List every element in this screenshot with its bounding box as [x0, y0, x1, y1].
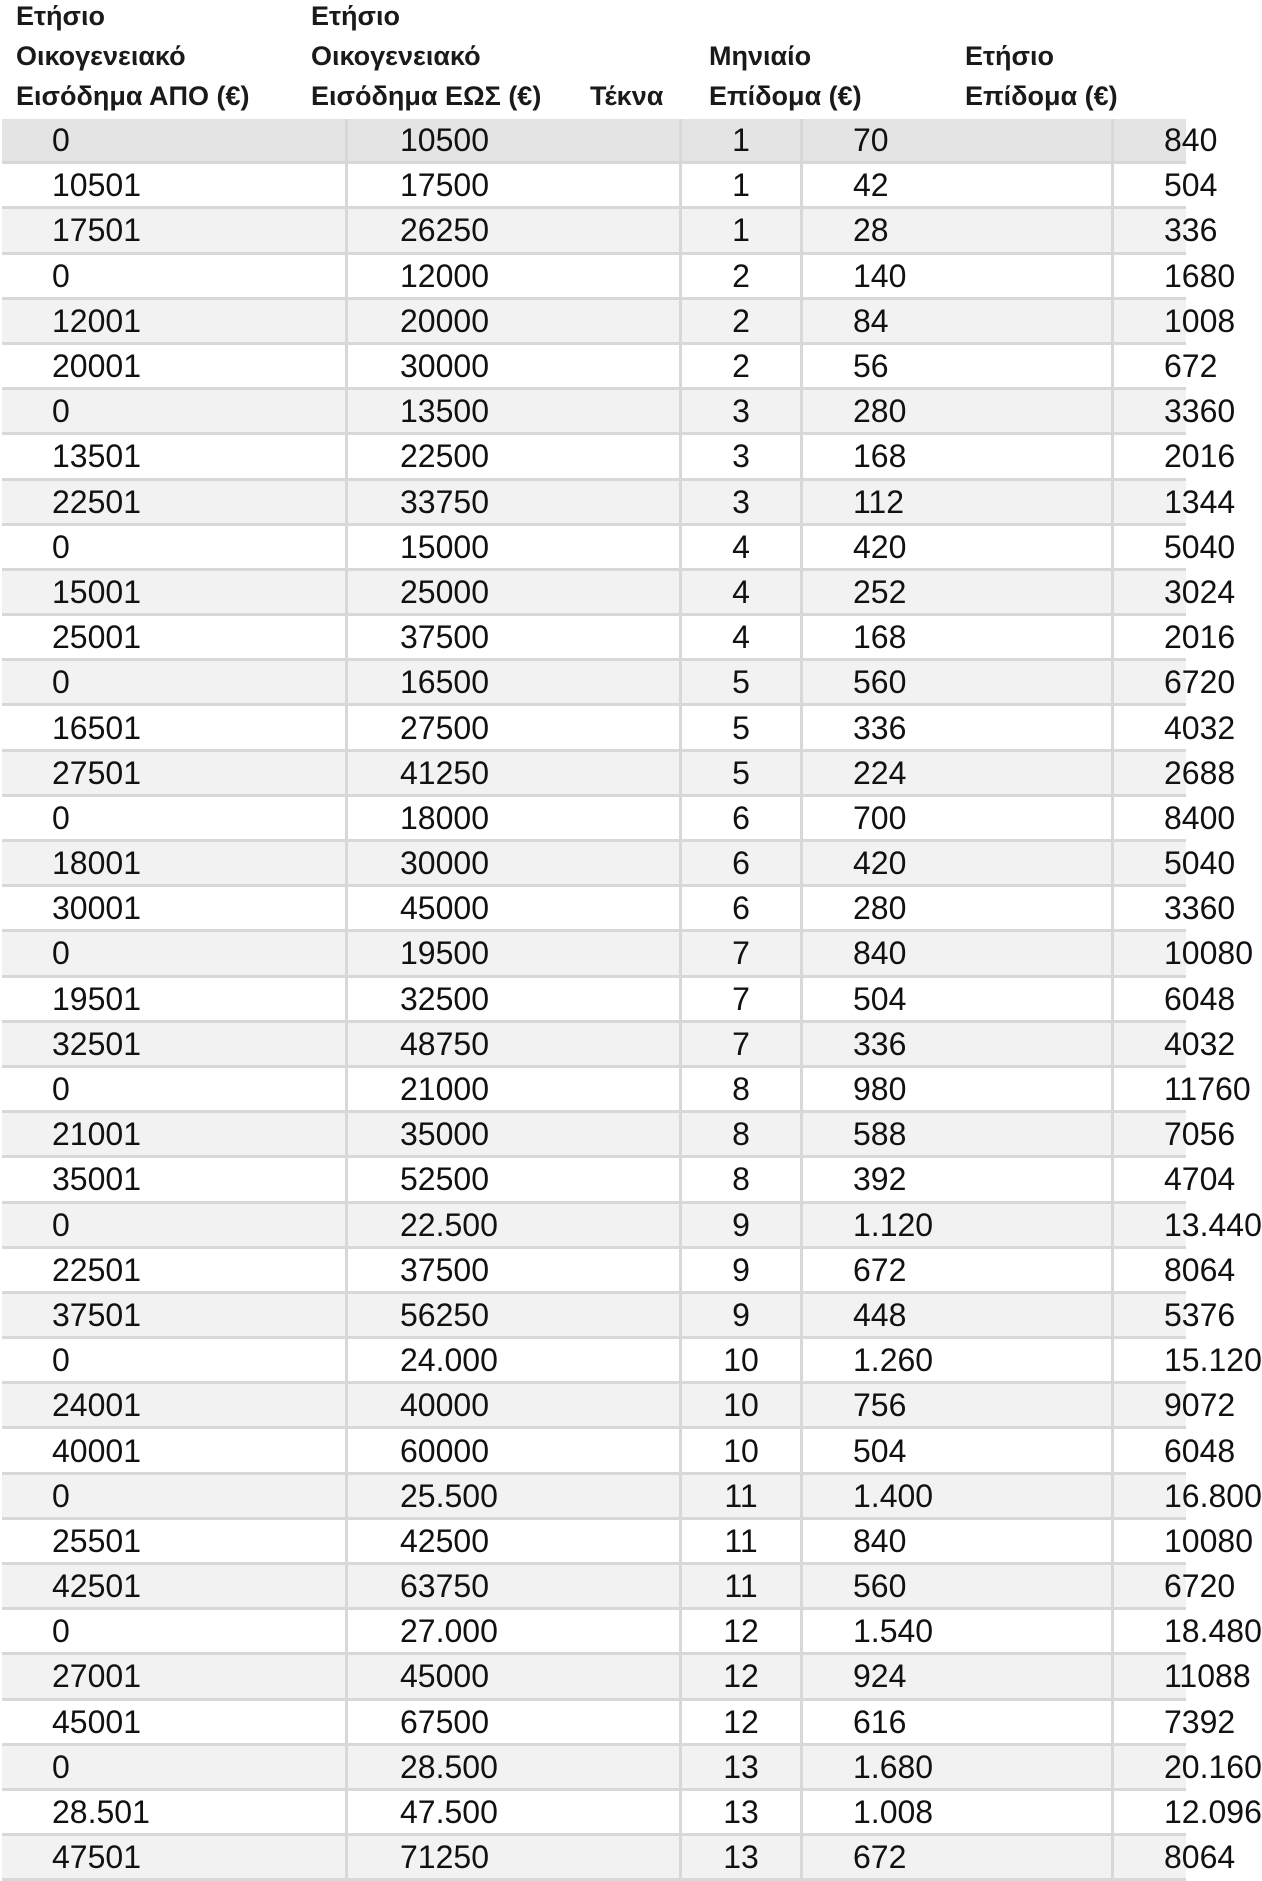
monthly-benefit-cell: 56	[802, 343, 1113, 388]
header-income-from-line-1: Ετήσιο	[16, 1, 106, 31]
annual-benefit-cell: 8400	[1113, 795, 1187, 840]
income-to-cell: 25.500	[347, 1473, 681, 1518]
monthly-benefit-cell: 560	[802, 660, 1113, 705]
income-to-cell: 30000	[347, 343, 681, 388]
annual-benefit-cell: 6720	[1113, 1564, 1187, 1609]
table-row	[2, 615, 1186, 660]
income-from-cell: 16501	[2, 705, 347, 750]
children-cell: 6	[681, 841, 802, 886]
income-from-cell: 40001	[2, 1428, 347, 1473]
header-monthly-benefit	[709, 36, 862, 116]
income-to-cell: 15000	[347, 524, 681, 569]
children-cell: 6	[681, 795, 802, 840]
annual-benefit-cell: 11088	[1113, 1654, 1187, 1699]
income-from-cell: 0	[2, 931, 347, 976]
children-cell: 7	[681, 976, 802, 1021]
children-cell: 8	[681, 1066, 802, 1111]
monthly-benefit-cell: 112	[802, 479, 1113, 524]
income-to-cell: 48750	[347, 1021, 681, 1066]
children-cell: 9	[681, 1202, 802, 1247]
children-cell: 3	[681, 479, 802, 524]
table-row	[2, 976, 1186, 1021]
annual-benefit-cell: 336	[1113, 208, 1187, 253]
annual-benefit-cell: 1008	[1113, 298, 1187, 343]
children-cell: 4	[681, 569, 802, 614]
monthly-benefit-cell: 336	[802, 1021, 1113, 1066]
table-row	[2, 1428, 1186, 1473]
header-income-from-line-2: Οικογενειακό	[16, 41, 186, 71]
table-row	[2, 1654, 1186, 1699]
income-from-cell: 22501	[2, 479, 347, 524]
annual-benefit-cell: 8064	[1113, 1247, 1187, 1292]
header-children	[590, 76, 663, 116]
monthly-benefit-cell: 42	[802, 163, 1113, 208]
income-to-cell: 45000	[347, 886, 681, 931]
annual-benefit-cell: 3360	[1113, 389, 1187, 434]
income-from-cell: 0	[2, 1744, 347, 1789]
monthly-benefit-cell: 336	[802, 705, 1113, 750]
income-to-cell: 13500	[347, 389, 681, 434]
table-row	[2, 1518, 1186, 1563]
table-row	[2, 1473, 1186, 1518]
income-to-cell: 22.500	[347, 1202, 681, 1247]
table-row	[2, 1066, 1186, 1111]
table-row	[2, 1157, 1186, 1202]
monthly-benefit-cell: 756	[802, 1383, 1113, 1428]
income-to-cell: 30000	[347, 841, 681, 886]
monthly-benefit-cell: 504	[802, 976, 1113, 1021]
table-row	[2, 343, 1186, 388]
children-cell: 12	[681, 1609, 802, 1654]
children-cell: 11	[681, 1473, 802, 1518]
monthly-benefit-cell: 616	[802, 1699, 1113, 1744]
annual-benefit-cell: 672	[1113, 343, 1187, 388]
annual-benefit-cell: 4704	[1113, 1157, 1187, 1202]
annual-benefit-cell: 8064	[1113, 1835, 1187, 1880]
table-row	[2, 1699, 1186, 1744]
income-from-cell: 19501	[2, 976, 347, 1021]
children-cell: 11	[681, 1518, 802, 1563]
table-row	[2, 1202, 1186, 1247]
income-to-cell: 40000	[347, 1383, 681, 1428]
table-row	[2, 931, 1186, 976]
monthly-benefit-cell: 168	[802, 434, 1113, 479]
monthly-benefit-cell: 1.400	[802, 1473, 1113, 1518]
monthly-benefit-cell: 140	[802, 253, 1113, 298]
children-cell: 11	[681, 1564, 802, 1609]
monthly-benefit-cell: 448	[802, 1292, 1113, 1337]
monthly-benefit-cell: 504	[802, 1428, 1113, 1473]
income-from-cell: 24001	[2, 1383, 347, 1428]
monthly-benefit-cell: 840	[802, 931, 1113, 976]
income-to-cell: 25000	[347, 569, 681, 614]
table-row	[2, 886, 1186, 931]
children-cell: 5	[681, 750, 802, 795]
monthly-benefit-cell: 840	[802, 1518, 1113, 1563]
monthly-benefit-cell: 560	[802, 1564, 1113, 1609]
annual-benefit-cell: 20.160	[1113, 1744, 1187, 1789]
annual-benefit-cell: 2688	[1113, 750, 1187, 795]
children-cell: 12	[681, 1654, 802, 1699]
income-to-cell: 67500	[347, 1699, 681, 1744]
table-row	[2, 1789, 1186, 1834]
children-cell: 2	[681, 298, 802, 343]
header-income-from-line-3: Εισόδημα ΑΠΟ (€)	[16, 81, 250, 111]
income-to-cell: 56250	[347, 1292, 681, 1337]
children-cell: 8	[681, 1157, 802, 1202]
income-to-cell: 27500	[347, 705, 681, 750]
header-monthly-benefit-line-2: Επίδομα (€)	[709, 81, 862, 111]
children-cell: 8	[681, 1112, 802, 1157]
annual-benefit-cell: 10080	[1113, 1518, 1187, 1563]
children-cell: 10	[681, 1338, 802, 1383]
annual-benefit-cell: 7392	[1113, 1699, 1187, 1744]
income-from-cell: 25001	[2, 615, 347, 660]
income-to-cell: 45000	[347, 1654, 681, 1699]
monthly-benefit-cell: 672	[802, 1247, 1113, 1292]
income-to-cell: 41250	[347, 750, 681, 795]
children-cell: 13	[681, 1789, 802, 1834]
income-to-cell: 60000	[347, 1428, 681, 1473]
monthly-benefit-cell: 280	[802, 886, 1113, 931]
income-to-cell: 19500	[347, 931, 681, 976]
table-row	[2, 389, 1186, 434]
annual-benefit-cell: 2016	[1113, 434, 1187, 479]
table-row	[2, 434, 1186, 479]
header-income-to-line-2: Οικογενειακό	[311, 41, 481, 71]
income-from-cell: 27001	[2, 1654, 347, 1699]
income-from-cell: 0	[2, 1609, 347, 1654]
monthly-benefit-cell: 1.680	[802, 1744, 1113, 1789]
income-from-cell: 0	[2, 119, 347, 163]
income-to-cell: 22500	[347, 434, 681, 479]
income-to-cell: 21000	[347, 1066, 681, 1111]
annual-benefit-cell: 5376	[1113, 1292, 1187, 1337]
income-from-cell: 10501	[2, 163, 347, 208]
income-to-cell: 32500	[347, 976, 681, 1021]
income-from-cell: 20001	[2, 343, 347, 388]
children-cell: 7	[681, 1021, 802, 1066]
income-to-cell: 28.500	[347, 1744, 681, 1789]
children-cell: 1	[681, 208, 802, 253]
children-cell: 1	[681, 119, 802, 163]
monthly-benefit-cell: 84	[802, 298, 1113, 343]
benefit-table	[2, 119, 1262, 1881]
monthly-benefit-cell: 1.260	[802, 1338, 1113, 1383]
annual-benefit-cell: 5040	[1113, 524, 1187, 569]
annual-benefit-cell: 5040	[1113, 841, 1187, 886]
monthly-benefit-cell: 224	[802, 750, 1113, 795]
monthly-benefit-cell: 168	[802, 615, 1113, 660]
table-row	[2, 841, 1186, 886]
monthly-benefit-cell: 980	[802, 1066, 1113, 1111]
annual-benefit-cell: 4032	[1113, 1021, 1187, 1066]
children-cell: 9	[681, 1292, 802, 1337]
monthly-benefit-cell: 420	[802, 841, 1113, 886]
children-cell: 2	[681, 343, 802, 388]
children-cell: 2	[681, 253, 802, 298]
children-cell: 3	[681, 389, 802, 434]
monthly-benefit-cell: 588	[802, 1112, 1113, 1157]
table-row	[2, 1112, 1186, 1157]
header-annual-benefit-line-1: Ετήσιο	[965, 41, 1055, 71]
header-income-to	[311, 0, 541, 116]
children-cell: 1	[681, 163, 802, 208]
children-cell: 7	[681, 931, 802, 976]
children-cell: 9	[681, 1247, 802, 1292]
monthly-benefit-cell: 700	[802, 795, 1113, 840]
table-row	[2, 1021, 1186, 1066]
header-monthly-benefit-line-1: Μηνιαίο	[709, 41, 812, 71]
table-row	[2, 1247, 1186, 1292]
income-from-cell: 13501	[2, 434, 347, 479]
table-row	[2, 163, 1186, 208]
header-annual-benefit-line-2: Επίδομα (€)	[965, 81, 1118, 111]
monthly-benefit-cell: 28	[802, 208, 1113, 253]
income-from-cell: 45001	[2, 1699, 347, 1744]
children-cell: 5	[681, 660, 802, 705]
table-row	[2, 705, 1186, 750]
table-row	[2, 1338, 1186, 1383]
children-cell: 13	[681, 1744, 802, 1789]
income-from-cell: 0	[2, 524, 347, 569]
table-row	[2, 1609, 1186, 1654]
income-from-cell: 0	[2, 389, 347, 434]
income-from-cell: 47501	[2, 1835, 347, 1880]
income-from-cell: 0	[2, 253, 347, 298]
income-to-cell: 52500	[347, 1157, 681, 1202]
income-to-cell: 63750	[347, 1564, 681, 1609]
income-to-cell: 17500	[347, 163, 681, 208]
monthly-benefit-cell: 252	[802, 569, 1113, 614]
annual-benefit-cell: 12.096	[1113, 1789, 1187, 1834]
income-from-cell: 21001	[2, 1112, 347, 1157]
income-to-cell: 33750	[347, 479, 681, 524]
annual-benefit-cell: 4032	[1113, 705, 1187, 750]
monthly-benefit-cell: 70	[802, 119, 1113, 163]
income-from-cell: 42501	[2, 1564, 347, 1609]
annual-benefit-cell: 7056	[1113, 1112, 1187, 1157]
children-cell: 13	[681, 1835, 802, 1880]
table-row	[2, 479, 1186, 524]
income-from-cell: 35001	[2, 1157, 347, 1202]
income-from-cell: 32501	[2, 1021, 347, 1066]
income-to-cell: 24.000	[347, 1338, 681, 1383]
income-from-cell: 0	[2, 1473, 347, 1518]
annual-benefit-cell: 10080	[1113, 931, 1187, 976]
income-from-cell: 0	[2, 660, 347, 705]
annual-benefit-cell: 6048	[1113, 1428, 1187, 1473]
monthly-benefit-cell: 672	[802, 1835, 1113, 1880]
income-from-cell: 15001	[2, 569, 347, 614]
table-row	[2, 1564, 1186, 1609]
monthly-benefit-cell: 280	[802, 389, 1113, 434]
income-from-cell: 27501	[2, 750, 347, 795]
income-to-cell: 20000	[347, 298, 681, 343]
children-cell: 6	[681, 886, 802, 931]
table-row	[2, 569, 1186, 614]
annual-benefit-cell: 2016	[1113, 615, 1187, 660]
annual-benefit-cell: 840	[1113, 119, 1187, 163]
income-to-cell: 37500	[347, 1247, 681, 1292]
table-row	[2, 298, 1186, 343]
annual-benefit-cell: 3024	[1113, 569, 1187, 614]
annual-benefit-cell: 1680	[1113, 253, 1187, 298]
monthly-benefit-cell: 420	[802, 524, 1113, 569]
annual-benefit-cell: 15.120	[1113, 1338, 1187, 1383]
income-from-cell: 37501	[2, 1292, 347, 1337]
annual-benefit-cell: 13.440	[1113, 1202, 1187, 1247]
table-row	[2, 208, 1186, 253]
annual-benefit-cell: 11760	[1113, 1066, 1187, 1111]
table-row	[2, 1383, 1186, 1428]
income-from-cell: 0	[2, 1066, 347, 1111]
header-annual-benefit	[965, 36, 1118, 116]
income-to-cell: 47.500	[347, 1789, 681, 1834]
annual-benefit-cell: 3360	[1113, 886, 1187, 931]
income-from-cell: 28.501	[2, 1789, 347, 1834]
income-to-cell: 12000	[347, 253, 681, 298]
income-to-cell: 26250	[347, 208, 681, 253]
table-row	[2, 1744, 1186, 1789]
children-cell: 4	[681, 524, 802, 569]
table-row	[2, 119, 1186, 163]
children-cell: 12	[681, 1699, 802, 1744]
table-row	[2, 795, 1186, 840]
monthly-benefit-cell: 1.540	[802, 1609, 1113, 1654]
income-from-cell: 18001	[2, 841, 347, 886]
children-cell: 5	[681, 705, 802, 750]
annual-benefit-cell: 6048	[1113, 976, 1187, 1021]
income-to-cell: 71250	[347, 1835, 681, 1880]
income-from-cell: 12001	[2, 298, 347, 343]
income-from-cell: 0	[2, 1338, 347, 1383]
monthly-benefit-cell: 392	[802, 1157, 1113, 1202]
income-from-cell: 25501	[2, 1518, 347, 1563]
income-from-cell: 0	[2, 1202, 347, 1247]
annual-benefit-cell: 18.480	[1113, 1609, 1187, 1654]
table-row	[2, 1835, 1186, 1880]
income-from-cell: 30001	[2, 886, 347, 931]
income-from-cell: 22501	[2, 1247, 347, 1292]
monthly-benefit-cell: 924	[802, 1654, 1113, 1699]
children-cell: 10	[681, 1428, 802, 1473]
children-cell: 3	[681, 434, 802, 479]
table-row	[2, 660, 1186, 705]
income-to-cell: 37500	[347, 615, 681, 660]
income-to-cell: 27.000	[347, 1609, 681, 1654]
table-header	[0, 0, 1190, 118]
header-income-to-line-1: Ετήσιο	[311, 1, 401, 31]
annual-benefit-cell: 1344	[1113, 479, 1187, 524]
header-children-line-1: Τέκνα	[590, 81, 664, 111]
monthly-benefit-cell: 1.008	[802, 1789, 1113, 1834]
income-to-cell: 10500	[347, 119, 681, 163]
income-to-cell: 42500	[347, 1518, 681, 1563]
annual-benefit-cell: 9072	[1113, 1383, 1187, 1428]
header-income-to-line-3: Εισόδημα ΕΩΣ (€)	[311, 81, 542, 111]
table-row	[2, 750, 1186, 795]
table-row	[2, 253, 1186, 298]
children-cell: 10	[681, 1383, 802, 1428]
header-income-from	[16, 0, 249, 116]
income-from-cell: 0	[2, 795, 347, 840]
children-cell: 4	[681, 615, 802, 660]
income-to-cell: 35000	[347, 1112, 681, 1157]
monthly-benefit-cell: 1.120	[802, 1202, 1113, 1247]
income-to-cell: 18000	[347, 795, 681, 840]
table-row	[2, 524, 1186, 569]
table-body	[2, 119, 1262, 1880]
table-row	[2, 1292, 1186, 1337]
annual-benefit-cell: 16.800	[1113, 1473, 1187, 1518]
income-from-cell: 17501	[2, 208, 347, 253]
annual-benefit-cell: 504	[1113, 163, 1187, 208]
annual-benefit-cell: 6720	[1113, 660, 1187, 705]
income-to-cell: 16500	[347, 660, 681, 705]
